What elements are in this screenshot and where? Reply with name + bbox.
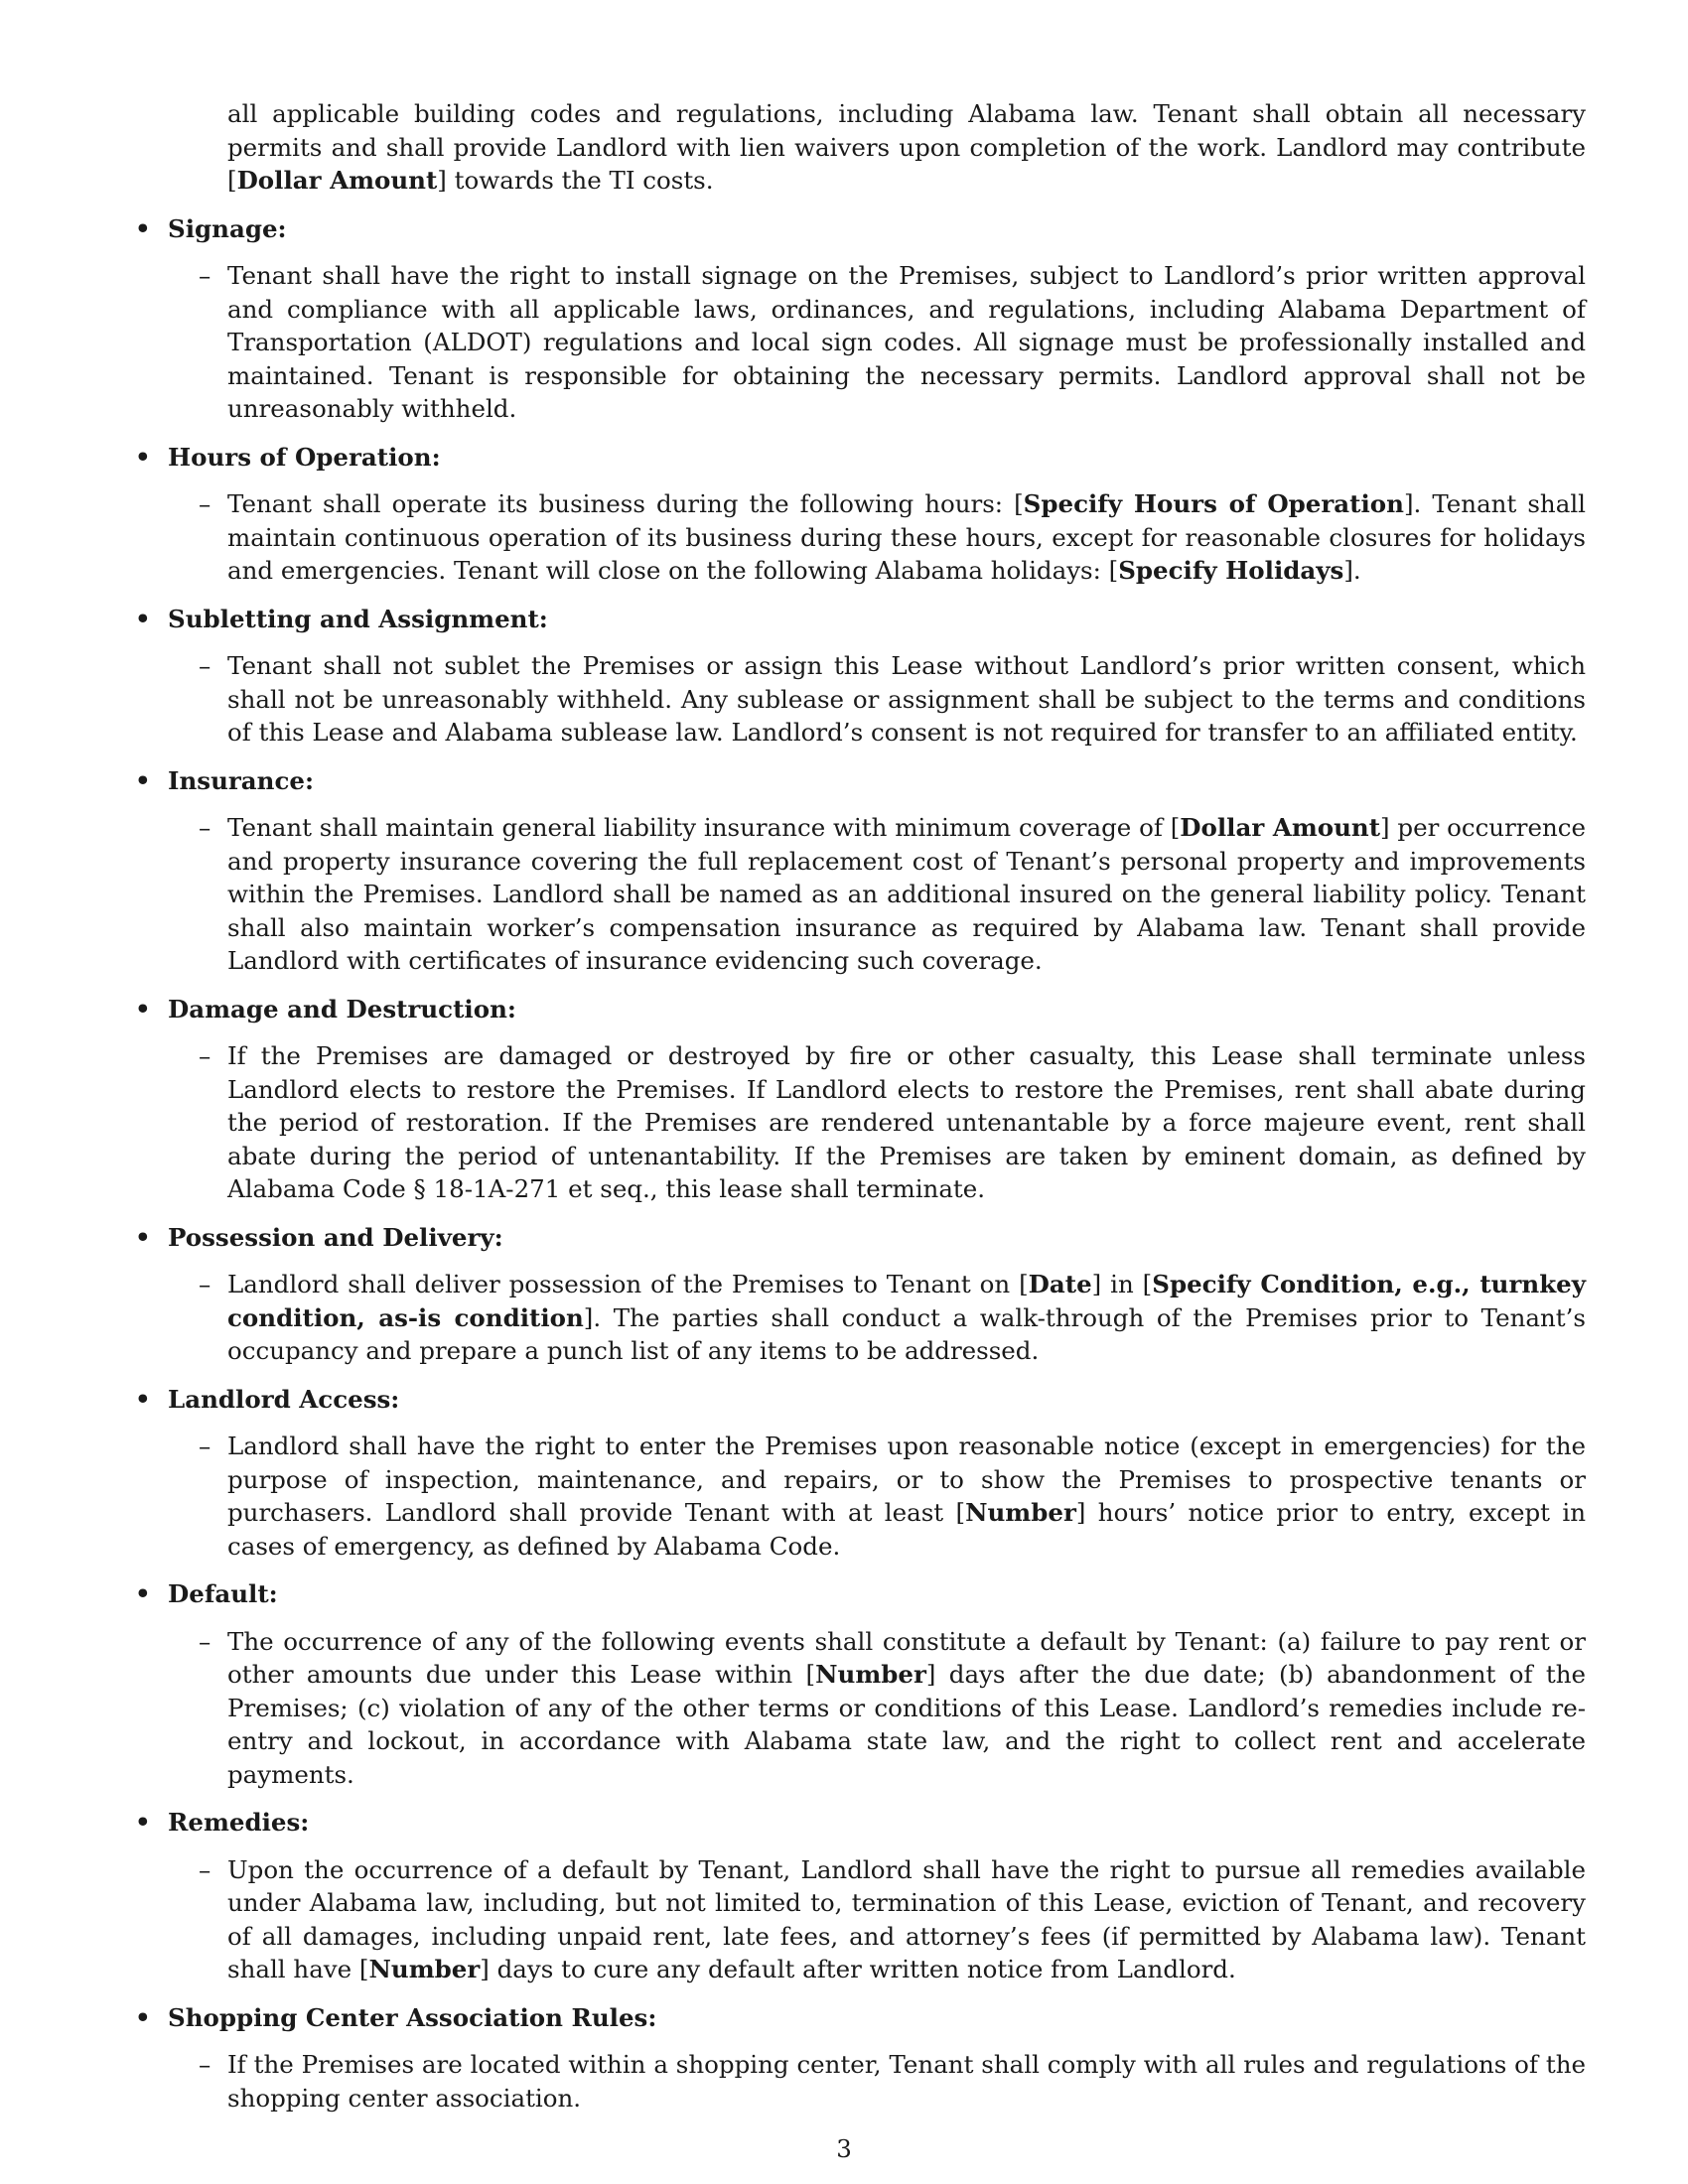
section-items [132,1268,1586,1368]
section-heading: Remedies: [168,1808,310,1837]
placeholder-field: Number [815,1660,926,1689]
placeholder-field: Number [965,1498,1076,1527]
text-run: ] in [ [1091,1270,1153,1298]
section-heading: Subletting and Assignment: [168,604,548,633]
text-run: Landlord shall deliver possession of the Premises to Tenant on [ [227,1270,1029,1298]
bullet-icon: • [135,994,151,1024]
dash-icon: – [199,489,211,518]
lease-section [132,441,1586,588]
dash-icon: – [199,261,211,290]
lease-sections [132,212,1586,2116]
text-run: Landlord shall have the right to enter the Premises upon reasonable notice (except in emergencies) for the purpose of inspection, maintenance, and repairs, or to show the Premises to prospective tenants or purchasers. Landlord shall provide Tenant with at least [ [227,1432,1586,1527]
clause-item [199,1268,1587,1368]
placeholder-field: Specify Holidays [1118,556,1344,585]
bullet-icon: • [135,442,151,472]
text-run: Tenant shall not sublet the Premises or assign this Lease without Landlord’s prior written consent, which shall not be unreasonably withheld. Any sublease or assignment shall be subject to the terms and conditions of this Lease and Alabama sublease law. Landlord’s consent is not required for transfer to an affiliated entity. [227,651,1586,747]
text-run: ]. The parties shall conduct a walk-through of the Premises prior to Tenant’s occupancy and prepare a punch list of any items to be addressed. [227,1302,1586,1365]
placeholder-field: Dollar Amount [236,166,438,195]
continuation-paragraph [227,97,1586,198]
lease-section [132,212,1586,426]
text-run: ] days to cure any default after written notice from Landlord. [480,1955,1236,1983]
lease-section [132,1383,1586,1564]
section-heading: Default: [168,1579,278,1608]
lease-section [132,1806,1586,1986]
section-items [132,259,1586,426]
clause-item [199,487,1586,588]
bullet-icon: • [135,604,151,633]
dash-icon: – [199,813,211,842]
section-items [132,649,1586,750]
placeholder-field: Specify Condition, e.g., turnkey condition, as-is condition [227,1270,1587,1332]
section-heading: Shopping Center Association Rules: [168,2002,657,2032]
dash-icon: – [199,1854,211,1884]
text-run: If the Premises are damaged or destroyed by fire or other casualty, this Lease shall terminate unless Landlord elects to restore the Premises. If Landlord elects to restore the Premises, rent shall abate during the period of restoration. If the Premises are rendered untenantable by a force majeure event, rent shall abate during the period of untenantability. If the Premises are taken by eminent domain, as defined by Alabama Code § 18-1A-271 et seq., this lease shall terminate. [227,1041,1586,1203]
lease-section [132,2001,1586,2116]
dash-icon: – [199,651,211,680]
section-heading: Damage and Destruction: [168,994,516,1024]
text-run: ] per occurrence and property insurance covering the full replacement cost of Tenant’s personal property and improvements within the Premises. Landlord shall be named as an additional insured on the general liability policy. Tenant shall also maintain worker’s compensation insurance as required by Alabama law. Tenant shall provide Landlord with certificates of insurance evidencing such coverage. [227,813,1586,975]
clause-item [199,649,1586,750]
lease-section [132,603,1586,750]
lease-section [132,1577,1586,1791]
bullet-icon: • [135,1579,151,1608]
section-items [132,1430,1586,1563]
clause-item [199,1853,1586,1986]
text-run: all applicable building codes and regulations, including Alabama law. Tenant shall obtain all necessary permits and shall provide Landlord with lien waivers upon completion of the work. Landlord may contribute [ [227,99,1586,195]
lease-section [132,764,1586,978]
section-heading: Insurance: [168,765,315,795]
text-run: ] days after the due date; (b) abandonment of the Premises; (c) violation of any of the other terms or conditions of this Lease. Landlord’s remedies include re-entry and lockout, in accordance with Alabama state law, and the right to collect rent and accelerate payments. [227,1660,1586,1789]
placeholder-field: Specify Hours of Operation [1023,489,1404,518]
bullet-icon: • [135,213,151,243]
clause-item [199,1430,1586,1563]
text-run: If the Premises are located within a shopping center, Tenant shall comply with all rules and regulations of the shopping center association. [227,2050,1586,2113]
section-items [132,487,1586,588]
bullet-icon: • [135,1808,151,1837]
bullet-icon: • [135,765,151,795]
clause-item [199,811,1586,978]
text-run: ] hours’ notice prior to entry, except in cases of emergency, as defined by Alabama Code. [227,1498,1586,1561]
dash-icon: – [199,1626,211,1656]
bullet-icon: • [135,1222,151,1252]
clause-item [199,259,1586,426]
section-items [132,1625,1586,1792]
dash-icon: – [199,1432,211,1460]
text-run: ] towards the TI costs. [437,166,714,195]
text-run: The occurrence of any of the following events shall constitute a default by Tenant: (a) failure to pay rent or other amounts due under this Lease within [ [227,1626,1586,1689]
clause-item [199,1039,1586,1206]
section-items [132,1039,1586,1206]
section-items [132,811,1586,978]
section-items [132,1853,1586,1986]
bullet-icon: • [135,1384,151,1414]
clause-item [199,1625,1586,1792]
lease-body [132,97,1586,2129]
dash-icon: – [199,1270,211,1298]
clause-item [199,2048,1586,2115]
bullet-icon: • [135,2002,151,2032]
text-run: ]. Tenant shall maintain continuous operation of its business during these hours, except for reasonable closures for holidays and emergencies. Tenant will close on the following Alabama holidays: [ [227,489,1586,585]
text-run: Tenant shall maintain general liability insurance with minimum coverage of [ [227,813,1181,842]
page-number: 3 [836,2134,852,2163]
lease-section [132,993,1586,1206]
lease-section [132,1221,1586,1368]
placeholder-field: Number [368,1955,481,1983]
text-run: Tenant shall have the right to install signage on the Premises, subject to Landlord’s prior written approval and compliance with all applicable laws, ordinances, and regulations, including Alabama Department of Transportation (ALDOT) regulations and local sign codes. All signage must be professionally installed and maintained. Tenant is responsible for obtaining the necessary permits. Landlord approval shall not be unreasonably withheld. [227,261,1586,423]
text-run: ]. [1343,556,1361,585]
section-heading: Possession and Delivery: [168,1222,503,1252]
section-heading: Hours of Operation: [168,442,441,472]
dash-icon: – [199,1041,211,1070]
placeholder-field: Dollar Amount [1180,813,1381,842]
section-items [132,2048,1586,2115]
section-heading: Landlord Access: [168,1384,400,1414]
section-heading: Signage: [168,213,287,243]
dash-icon: – [199,2050,211,2079]
text-run: Upon the occurrence of a default by Tenant, Landlord shall have the right to pursue all remedies available under Alabama law, including, but not limited to, termination of this Lease, eviction of Tenant, and recovery of all damages, including unpaid rent, late fees, and attorney’s fees (if permitted by Alabama law). Tenant shall have [ [227,1854,1586,1983]
placeholder-field: Date [1028,1270,1092,1298]
text-run: Tenant shall operate its business during the following hours: [ [227,489,1024,518]
